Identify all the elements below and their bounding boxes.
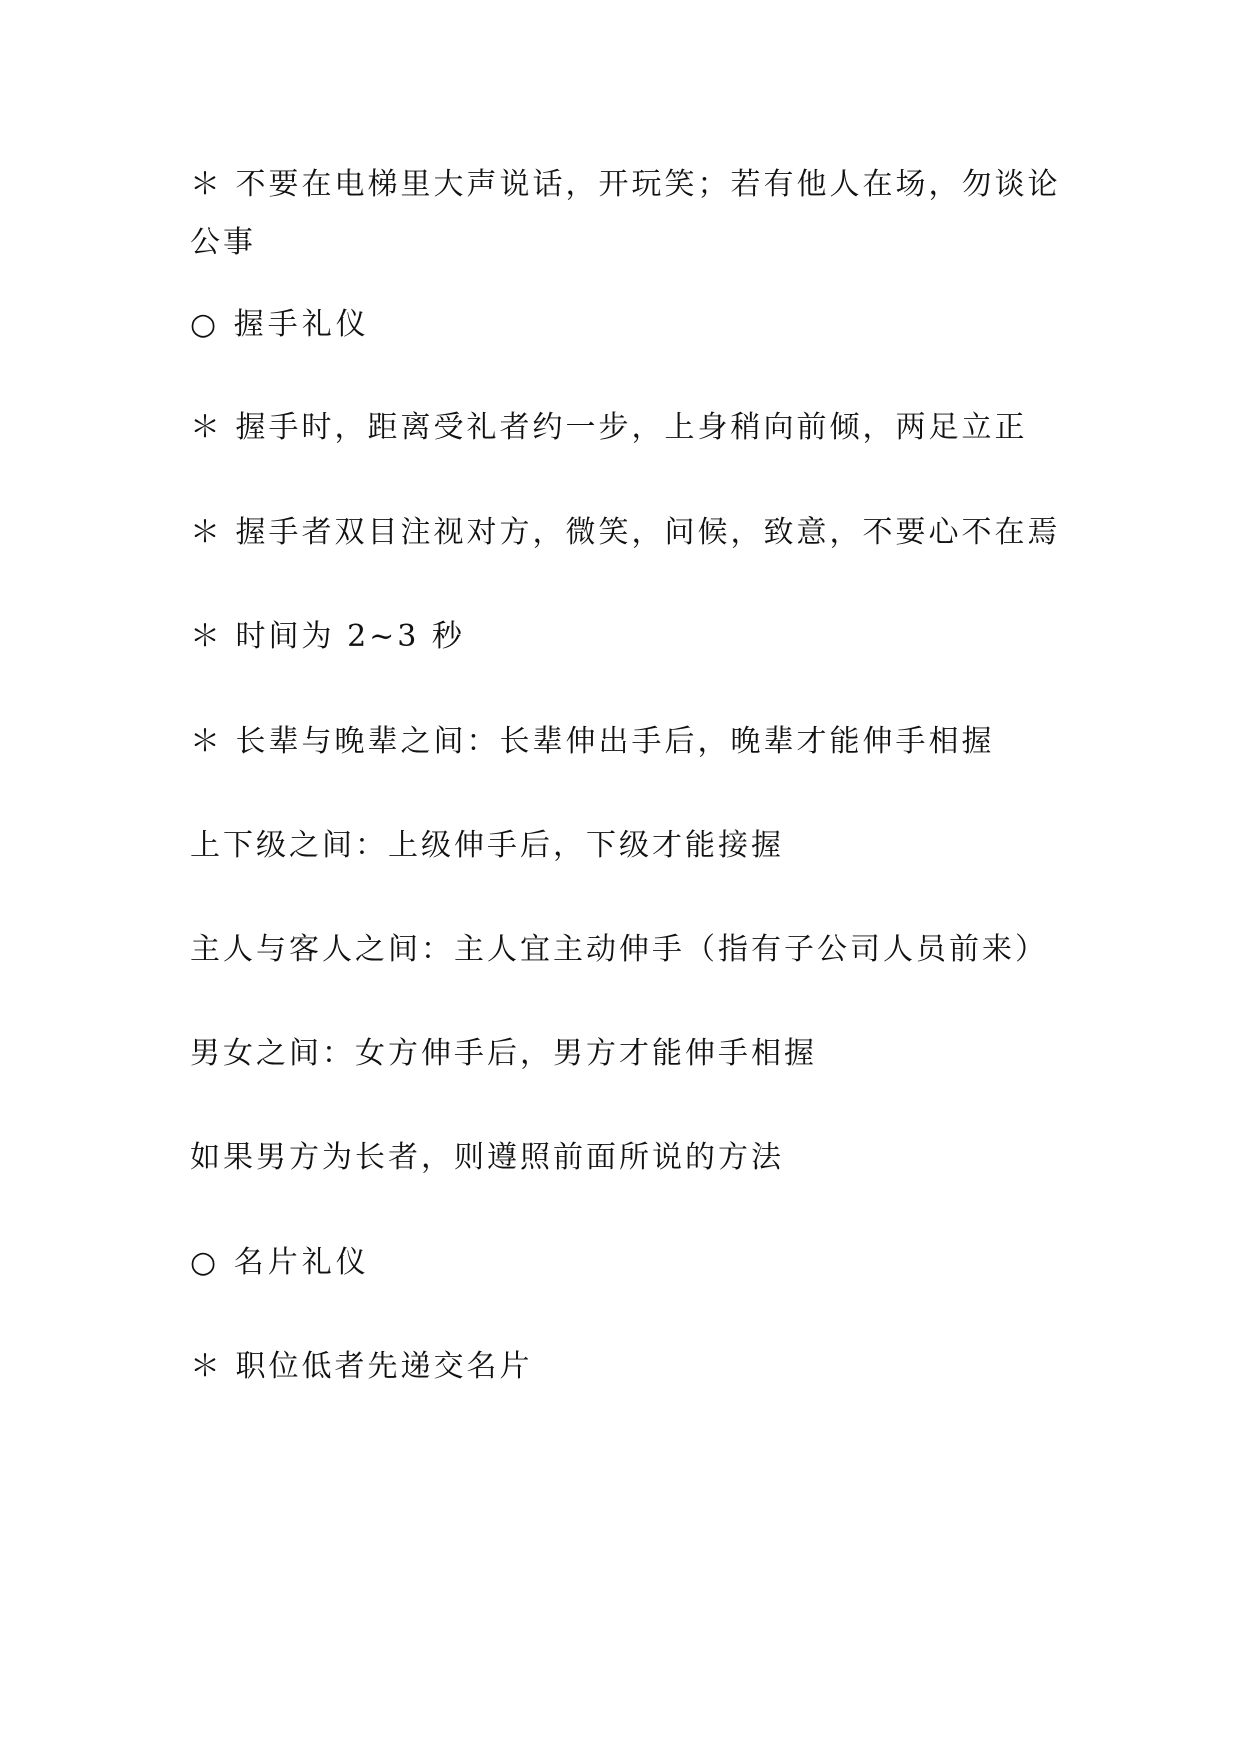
- section-heading-business-card: ○ 名片礼仪: [190, 1245, 370, 1280]
- text-line-elevator-rule: ＊ 不要在电梯里大声说话，开玩笑；若有他人在场，勿谈论公事: [190, 167, 1061, 260]
- text-line-elder-junior: ＊ 长辈与晚辈之间：长辈伸出手后，晚辈才能伸手相握: [190, 724, 995, 759]
- text-line-host-guest: 主人与客人之间：主人宜主动伸手（指有子公司人员前来）: [190, 932, 1048, 967]
- text-line-superior-subordinate: 上下级之间：上级伸手后，下级才能接握: [190, 828, 784, 863]
- text-line-handshake-eye-contact: ＊ 握手者双目注视对方，微笑，问候，致意，不要心不在焉: [190, 515, 1061, 550]
- section-heading-handshake: ○ 握手礼仪: [190, 307, 370, 342]
- text-line-men-women: 男女之间：女方伸手后，男方才能伸手相握: [190, 1036, 817, 1071]
- text-line-handshake-duration: ＊ 时间为 2~3 秒: [190, 619, 465, 654]
- text-line-business-card-order: ＊ 职位低者先递交名片: [190, 1349, 533, 1384]
- text-line-handshake-distance: ＊ 握手时，距离受礼者约一步，上身稍向前倾，两足立正: [190, 410, 1028, 445]
- text-line-elder-man-exception: 如果男方为长者，则遵照前面所说的方法: [190, 1140, 784, 1175]
